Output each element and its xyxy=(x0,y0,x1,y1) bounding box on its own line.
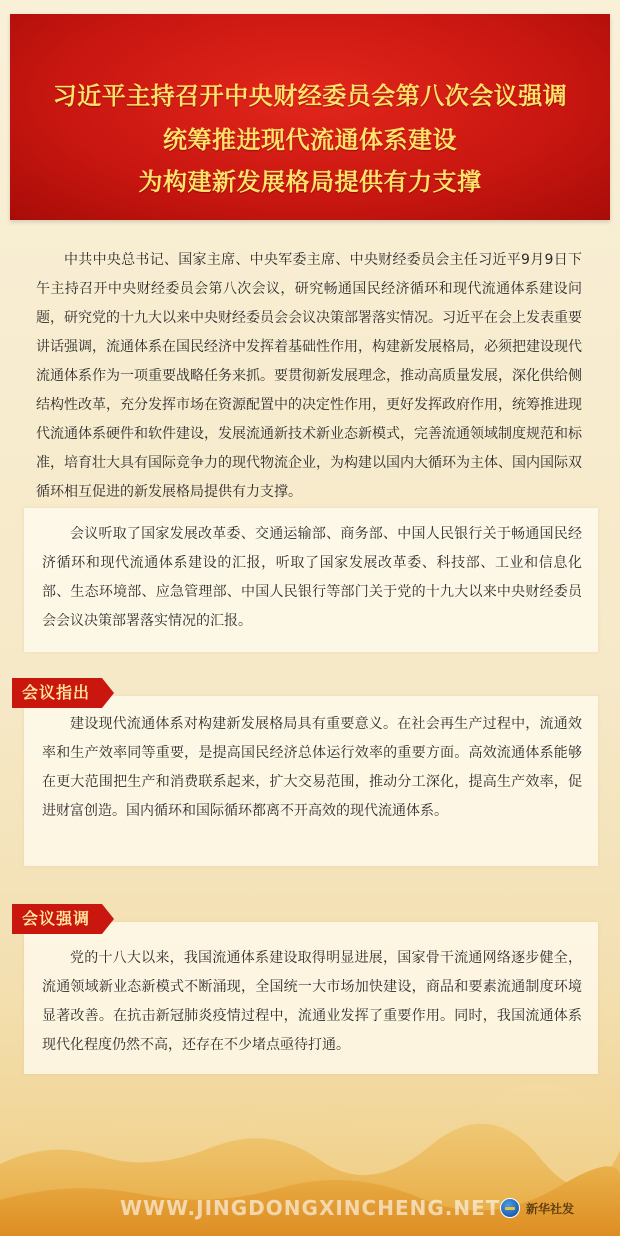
section-emphasized-tag: 会议强调 xyxy=(12,904,102,934)
header-banner xyxy=(10,14,610,220)
intro-paragraph: 中共中央总书记、国家主席、中央军委主席、中央财经委员会主任习近平9月9日下午主持召开中央财经委员会第八次会议，研究畅通国民经济循环和现代流通体系建设问题，研究党的十九大以来中央财经委员会会议决策部署落实情况。习近平在会上发表重要讲话强调，流通体系在国民经济中发挥着基础性作用，构建新发展格局，必须把建设现代流通体系作为一项重要战略任务来抓。要贯彻新发展理念，推动高质量发展，深化供给侧结构性改革，充分发挥市场在资源配置中的决定性作用，更好发挥政府作用，统筹推进现代流通体系硬件和软件建设，发展流通新技术新业态新模式，完善流通领域制度规范和标准，培育壮大具有国际竞争力的现代物流企业，为构建以国内大循环为主体、国内国际双循环相互促进的新发展格局提供有力支撑。 xyxy=(36,252,582,500)
section-pointed-out-box xyxy=(24,696,598,866)
xinhua-globe-icon xyxy=(500,1198,520,1218)
section-emphasized-box xyxy=(24,922,598,1074)
logo-text: 新华社发 xyxy=(526,1201,575,1216)
website-watermark: WWW.JINGDONGXINCHENG.NET xyxy=(120,1196,501,1220)
section-pointed-out-tag: 会议指出 xyxy=(12,678,102,708)
report-box xyxy=(24,508,598,652)
headline-line-2: 统筹推进现代流通体系建设 xyxy=(163,126,457,154)
headline-line-3: 为构建新发展格局提供有力支撑 xyxy=(138,168,482,196)
headline-line-1: 习近平主持召开中央财经委员会第八次会议强调 xyxy=(52,82,568,110)
report-paragraph: 会议听取了国家发展改革委、交通运输部、商务部、中国人民银行关于畅通国民经济循环和现代流通体系建设的汇报，听取了国家发展改革委、科技部、工业和信息化部、生态环境部、应急管理部、中国人民银行等部门关于党的十九大以来中央财经委员会会议决策部署落实情况的汇报。 xyxy=(42,526,582,629)
section-pointed-out-paragraph: 建设现代流通体系对构建新发展格局具有重要意义。在社会再生产过程中，流通效率和生产效率同等重要，是提高国民经济总体运行效率的重要方面。高效流通体系能够在更大范围把生产和消费联系起来，扩大交易范围，推动分工深化，提高生产效率，促进财富创造。国内循环和国际循环都离不开高效的现代流通体系。 xyxy=(42,716,582,819)
section-emphasized-paragraph: 党的十八大以来，我国流通体系建设取得明显进展，国家骨干流通网络逐步健全，流通领域新业态新模式不断涌现，全国统一大市场加快建设，商品和要素流通制度环境显著改善。在抗击新冠肺炎疫情过程中，流通业发挥了重要作用。同时，我国流通体系现代化程度仍然不高，还存在不少堵点亟待打通。 xyxy=(42,950,582,1053)
xinhua-logo xyxy=(500,1198,574,1218)
